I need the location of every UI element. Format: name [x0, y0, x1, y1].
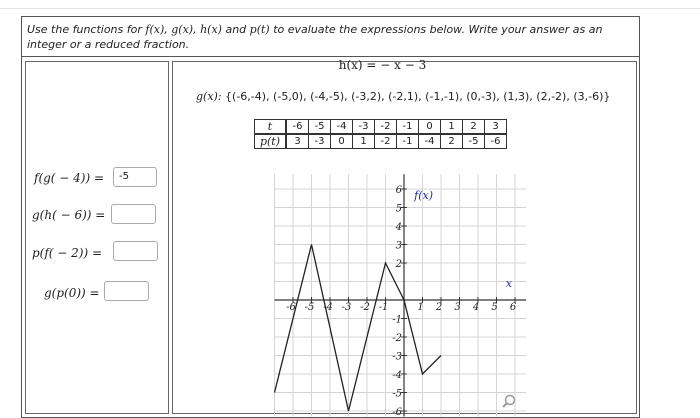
y-tick-label: -6 — [392, 407, 402, 418]
y-tick-label: 6 — [395, 185, 402, 196]
x-tick-label: 4 — [472, 302, 480, 313]
instr-suffix: to evaluate the expressions below. Write your answer as an integer or a reduced fraction. — [27, 23, 603, 51]
y-tick-label: 4 — [395, 222, 402, 233]
p-cell: 0 — [331, 134, 353, 149]
p-table-p-row — [255, 134, 507, 149]
answer-4-input[interactable] — [104, 281, 149, 301]
t-cell: -5 — [309, 120, 331, 135]
instructions — [27, 22, 632, 52]
p-table-t-header: t — [255, 120, 287, 135]
x-tick-label: 2 — [435, 302, 443, 313]
y-tick-label: -1 — [392, 314, 402, 326]
t-cell: 1 — [441, 120, 463, 135]
y-tick-label: -2 — [392, 333, 402, 344]
t-cell: -2 — [375, 120, 397, 135]
p-cell: -5 — [463, 134, 485, 149]
top-rule — [0, 0, 700, 9]
instr-p: p(t) — [249, 23, 270, 36]
y-tick-label: 3 — [395, 240, 402, 252]
y-tick-label: 2 — [395, 259, 402, 270]
question-4-label: g(p(0)) = — [44, 286, 100, 300]
t-cell: -4 — [331, 120, 353, 135]
f-graph — [282, 172, 532, 418]
y-tick-label: -5 — [392, 388, 402, 400]
x-tick-label: 5 — [491, 302, 498, 313]
t-cell: -6 — [286, 120, 309, 135]
instr-sep-1: , — [164, 23, 172, 36]
questions-cell — [25, 61, 169, 414]
t-cell: 3 — [485, 120, 507, 135]
instr-prefix: Use the functions for — [27, 23, 146, 36]
series-line-f — [275, 245, 442, 412]
p-cell: -6 — [485, 134, 507, 149]
p-cell: -3 — [309, 134, 331, 149]
answer-1-input[interactable]: -5 — [113, 167, 157, 187]
p-cell: 3 — [286, 134, 309, 149]
p-table-p-header: p(t) — [255, 134, 287, 149]
t-cell: 0 — [419, 120, 441, 135]
p-table — [254, 119, 507, 149]
g-set: {(-6,-4), (-5,0), (-4,-5), (-3,2), (-2,1), (-1,-1), (0,-3), (1,3), (2,-2), (3,-6)} — [225, 90, 611, 103]
p-cell: -1 — [397, 134, 419, 149]
x-tick-label: 1 — [417, 302, 424, 313]
instr-sep-3: and — [221, 23, 250, 36]
y-tick-label: -4 — [392, 370, 402, 381]
t-cell: -1 — [397, 120, 419, 135]
question-2-label: g(h( − 6)) = — [32, 208, 106, 222]
y-tick-label: -3 — [392, 351, 402, 363]
header-divider — [22, 56, 639, 57]
p-table-t-row — [255, 120, 507, 135]
p-cell: -2 — [375, 134, 397, 149]
instr-sep-2: , — [193, 23, 201, 36]
x-tick-label: -5 — [304, 302, 315, 313]
magnify-icon[interactable] — [503, 396, 515, 408]
x-tick-label: -4 — [323, 302, 333, 313]
x-tick-label: -6 — [286, 302, 296, 313]
question-1-label: f(g( − 4)) = — [34, 171, 105, 185]
x-axis-label: x — [505, 277, 512, 291]
x-tick-label: 3 — [454, 302, 461, 313]
x-tick-label: -3 — [341, 302, 352, 313]
h-definition: h(x) = − x − 3 — [338, 58, 427, 72]
p-cell: 1 — [353, 134, 375, 149]
x-tick-label: -2 — [360, 302, 370, 313]
p-cell: 2 — [441, 134, 463, 149]
x-tick-label: 6 — [509, 302, 517, 313]
g-label: g(x): — [196, 90, 222, 103]
answer-3-input[interactable] — [113, 241, 158, 261]
t-cell: 2 — [463, 120, 485, 135]
g-definition — [196, 90, 610, 103]
answer-2-input[interactable] — [111, 204, 156, 224]
instr-f: f(x) — [145, 23, 165, 36]
y-tick-label: 5 — [395, 203, 402, 215]
t-cell: -3 — [353, 120, 375, 135]
question-3-label: p(f( − 2)) = — [32, 246, 103, 260]
x-tick-label: -1 — [378, 302, 389, 313]
instr-g: g(x) — [171, 23, 194, 36]
instr-h: h(x) — [200, 23, 222, 36]
p-cell: -4 — [419, 134, 441, 149]
series-label-f: f(x) — [414, 189, 434, 203]
